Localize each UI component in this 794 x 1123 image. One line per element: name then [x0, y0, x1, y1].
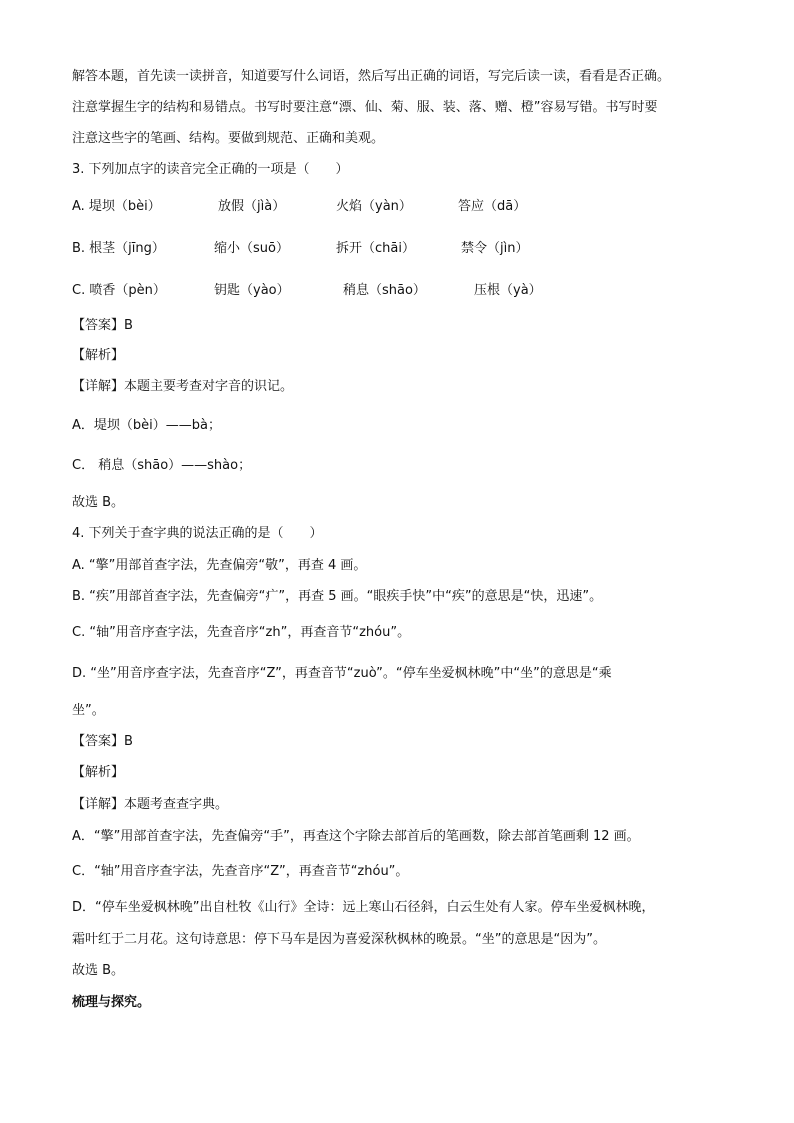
q4-explanation-d-line-1: D．“停车坐爱枫林晚”出自杜牧《山行》全诗：远上寒山石径斜，白云生处有人家。停车坐爱枫林晚， [72, 900, 655, 915]
q4-analysis-heading: 【解析】 [72, 765, 125, 780]
q4-explanation-d-line-2: 霜叶红于二月花。这句诗意思：停下马车是因为喜爱深秋枫林的晚景。“坐”的意思是“因为”。 [72, 932, 606, 947]
q3-answer: 【答案】B [72, 318, 133, 333]
q4-explanation-c: C．“轴”用音序查字法，先查音序“Z”，再查音节“zhóu”。 [72, 864, 409, 879]
intro-line-3: 注意这些字的笔画、结构。要做到规范、正确和美观。 [72, 131, 385, 146]
q4-answer: 【答案】B [72, 734, 133, 749]
intro-line-1: 解答本题，首先读一读拼音，知道要写什么词语，然后写出正确的词语，写完后读一读，看看是否正确。 [72, 69, 671, 84]
q4-option-c: C. “轴”用音序查字法，先查音序“zh”，再查音节“zhóu”。 [72, 625, 411, 640]
q4-conclusion: 故选 B。 [72, 963, 125, 978]
question-3-stem: 3. 下列加点字的读音完全正确的一项是（ ） [72, 162, 349, 177]
q3-conclusion: 故选 B。 [72, 495, 125, 510]
q3-option-a-label: A. 堤坝（bèi） [72, 199, 161, 214]
q3-explanation-c: C． 稍息（shāo）——shào； [72, 458, 252, 473]
q3-explanation-a: A．堤坝（bèi）——bà； [72, 418, 221, 433]
q4-explanation-a: A．“擎”用部首查字法，先查偏旁“手”，再查这个字除去部首后的笔画数，除去部首笔画剩 12 画。 [72, 829, 640, 844]
q4-detail: 【详解】本题考查查字典。 [72, 797, 229, 812]
q3-option-a-item: 答应（dā） [458, 199, 527, 214]
question-4-stem: 4. 下列关于查字典的说法正确的是（ ） [72, 526, 323, 541]
intro-line-2: 注意掌握生字的结构和易错点。书写时要注意“漂、仙、菊、服、装、落、赠、橙”容易写错。书写时要 [72, 100, 658, 115]
q3-option-b-item: 缩小（suō） [214, 241, 289, 256]
q3-option-b-item: 禁令（jìn） [461, 241, 529, 256]
q4-option-d-line-1: D. “坐”用音序查字法，先查音序“Z”，再查音节“zuò”。“停车坐爱枫林晚”中“坐”的意思是“乘 [72, 666, 612, 681]
section-heading: 梳理与探究。 [72, 995, 151, 1010]
q3-option-c-label: C. 喷香（pèn） [72, 283, 166, 298]
q3-option-b-label: B. 根茎（jīng） [72, 241, 165, 256]
q3-option-c-item: 稍息（shāo） [343, 283, 426, 298]
q4-option-a: A. “擎”用部首查字法，先查偏旁“敬”，再查 4 画。 [72, 558, 367, 573]
q3-option-b-item: 拆开（chāi） [336, 241, 415, 256]
q4-option-d-line-2: 坐”。 [72, 703, 105, 718]
q3-detail: 【详解】本题主要考查对字音的识记。 [72, 379, 294, 394]
q3-option-c-item: 钥匙（yào） [214, 283, 290, 298]
q3-analysis-heading: 【解析】 [72, 348, 125, 363]
q4-option-b: B. “疾”用部首查字法，先查偏旁“疒”，再查 5 画。“眼疾手快”中“疾”的意思是“快，迅速”。 [72, 589, 603, 604]
q3-option-a-item: 火焰（yàn） [336, 199, 412, 214]
q3-option-a-item: 放假（jìà） [218, 199, 286, 214]
q3-option-c-item: 压根（yà） [474, 283, 542, 298]
